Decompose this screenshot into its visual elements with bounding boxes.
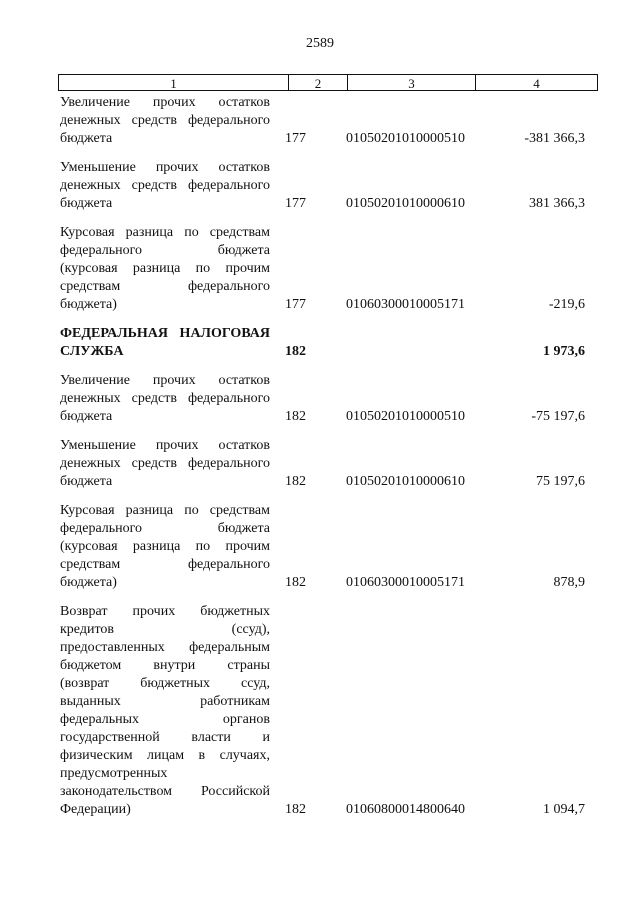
- amount-value: -75 197,6: [531, 409, 585, 424]
- description-line: денежных средств федерального: [60, 178, 270, 193]
- administrator-code: 182: [285, 344, 306, 359]
- description-line: денежных средств федерального: [60, 456, 270, 471]
- column-number-3: 3: [348, 75, 476, 90]
- description-line: предусмотренных: [60, 766, 168, 781]
- description-line: бюджета: [60, 409, 113, 424]
- description-line: (курсовая разница по прочим: [60, 261, 270, 276]
- row-description: [58, 603, 270, 819]
- description-line: Федерации): [60, 802, 131, 817]
- table-row: [58, 159, 598, 213]
- row-description: [58, 159, 270, 213]
- administrator-code: 182: [285, 474, 306, 489]
- description-line: (курсовая разница по прочим: [60, 539, 270, 554]
- table-row: [58, 372, 598, 426]
- table-row: [58, 94, 598, 148]
- classification-code: 01060300010005171: [346, 575, 465, 590]
- column-number-1: 1: [59, 75, 289, 90]
- column-number-2: 2: [289, 75, 348, 90]
- description-line: бюджета): [60, 297, 117, 312]
- row-description: [58, 502, 270, 592]
- description-line: законодательством Российской: [60, 784, 270, 799]
- description-line: СЛУЖБА: [60, 344, 124, 359]
- row-description: [58, 94, 270, 148]
- page-number: 2589: [306, 36, 334, 51]
- table-row: [58, 502, 598, 592]
- description-line: кредитов (ссуд),: [60, 622, 270, 637]
- description-line: Курсовая разница по средствам: [60, 503, 270, 518]
- description-line: (возврат бюджетных ссуд,: [60, 676, 270, 691]
- description-line: выданных работникам: [60, 694, 270, 709]
- description-line: Увеличение прочих остатков: [60, 95, 270, 110]
- description-line: Увеличение прочих остатков: [60, 373, 270, 388]
- description-line: Уменьшение прочих остатков: [60, 160, 270, 175]
- classification-code: 01050201010000610: [346, 196, 465, 211]
- description-line: федеральных органов: [60, 712, 270, 727]
- administrator-code: 182: [285, 409, 306, 424]
- table-row: [58, 437, 598, 491]
- description-line: бюджета): [60, 575, 117, 590]
- description-line: бюджета: [60, 196, 113, 211]
- column-number-4: 4: [533, 76, 540, 91]
- table-row: [58, 224, 598, 314]
- description-line: федерального бюджета: [60, 521, 270, 536]
- table-column-header: [58, 74, 598, 91]
- row-description: [58, 437, 270, 491]
- description-line: федерального бюджета: [60, 243, 270, 258]
- classification-code: 01050201010000510: [346, 131, 465, 146]
- amount-value: -219,6: [548, 297, 585, 312]
- amount-value: 1 094,7: [543, 802, 585, 817]
- administrator-code: 182: [285, 802, 306, 817]
- administrator-code: 177: [285, 297, 306, 312]
- description-line: денежных средств федерального: [60, 113, 270, 128]
- budget-table: [58, 74, 598, 830]
- classification-code: 01050201010000610: [346, 474, 465, 489]
- description-line: средствам федерального: [60, 557, 270, 572]
- administrator-code: 182: [285, 575, 306, 590]
- description-line: Возврат прочих бюджетных: [60, 604, 270, 619]
- description-line: физическим лицам в случаях,: [60, 748, 270, 763]
- description-line: бюджета: [60, 131, 113, 146]
- classification-code: 01060300010005171: [346, 297, 465, 312]
- description-line: денежных средств федерального: [60, 391, 270, 406]
- table-body: [58, 91, 598, 819]
- description-line: бюджетом внутри страны: [60, 658, 270, 673]
- description-line: средствам федерального: [60, 279, 270, 294]
- amount-value: 1 973,6: [543, 344, 585, 359]
- description-line: ФЕДЕРАЛЬНАЯ НАЛОГОВАЯ: [60, 326, 270, 341]
- description-line: предоставленных федеральным: [60, 640, 270, 655]
- amount-value: 878,9: [553, 575, 585, 590]
- classification-code: 01060800014800640: [346, 802, 465, 817]
- table-row: [58, 603, 598, 819]
- description-line: государственной власти и: [60, 730, 270, 745]
- description-line: Курсовая разница по средствам: [60, 225, 270, 240]
- amount-value: 381 366,3: [529, 196, 585, 211]
- amount-value: -381 366,3: [524, 131, 585, 146]
- row-description: [58, 325, 270, 361]
- description-line: Уменьшение прочих остатков: [60, 438, 270, 453]
- administrator-code: 177: [285, 131, 306, 146]
- row-description: [58, 372, 270, 426]
- administrator-code: 177: [285, 196, 306, 211]
- amount-value: 75 197,6: [536, 474, 585, 489]
- section-header-row: [58, 325, 598, 361]
- description-line: бюджета: [60, 474, 113, 489]
- classification-code: 01050201010000510: [346, 409, 465, 424]
- row-description: [58, 224, 270, 314]
